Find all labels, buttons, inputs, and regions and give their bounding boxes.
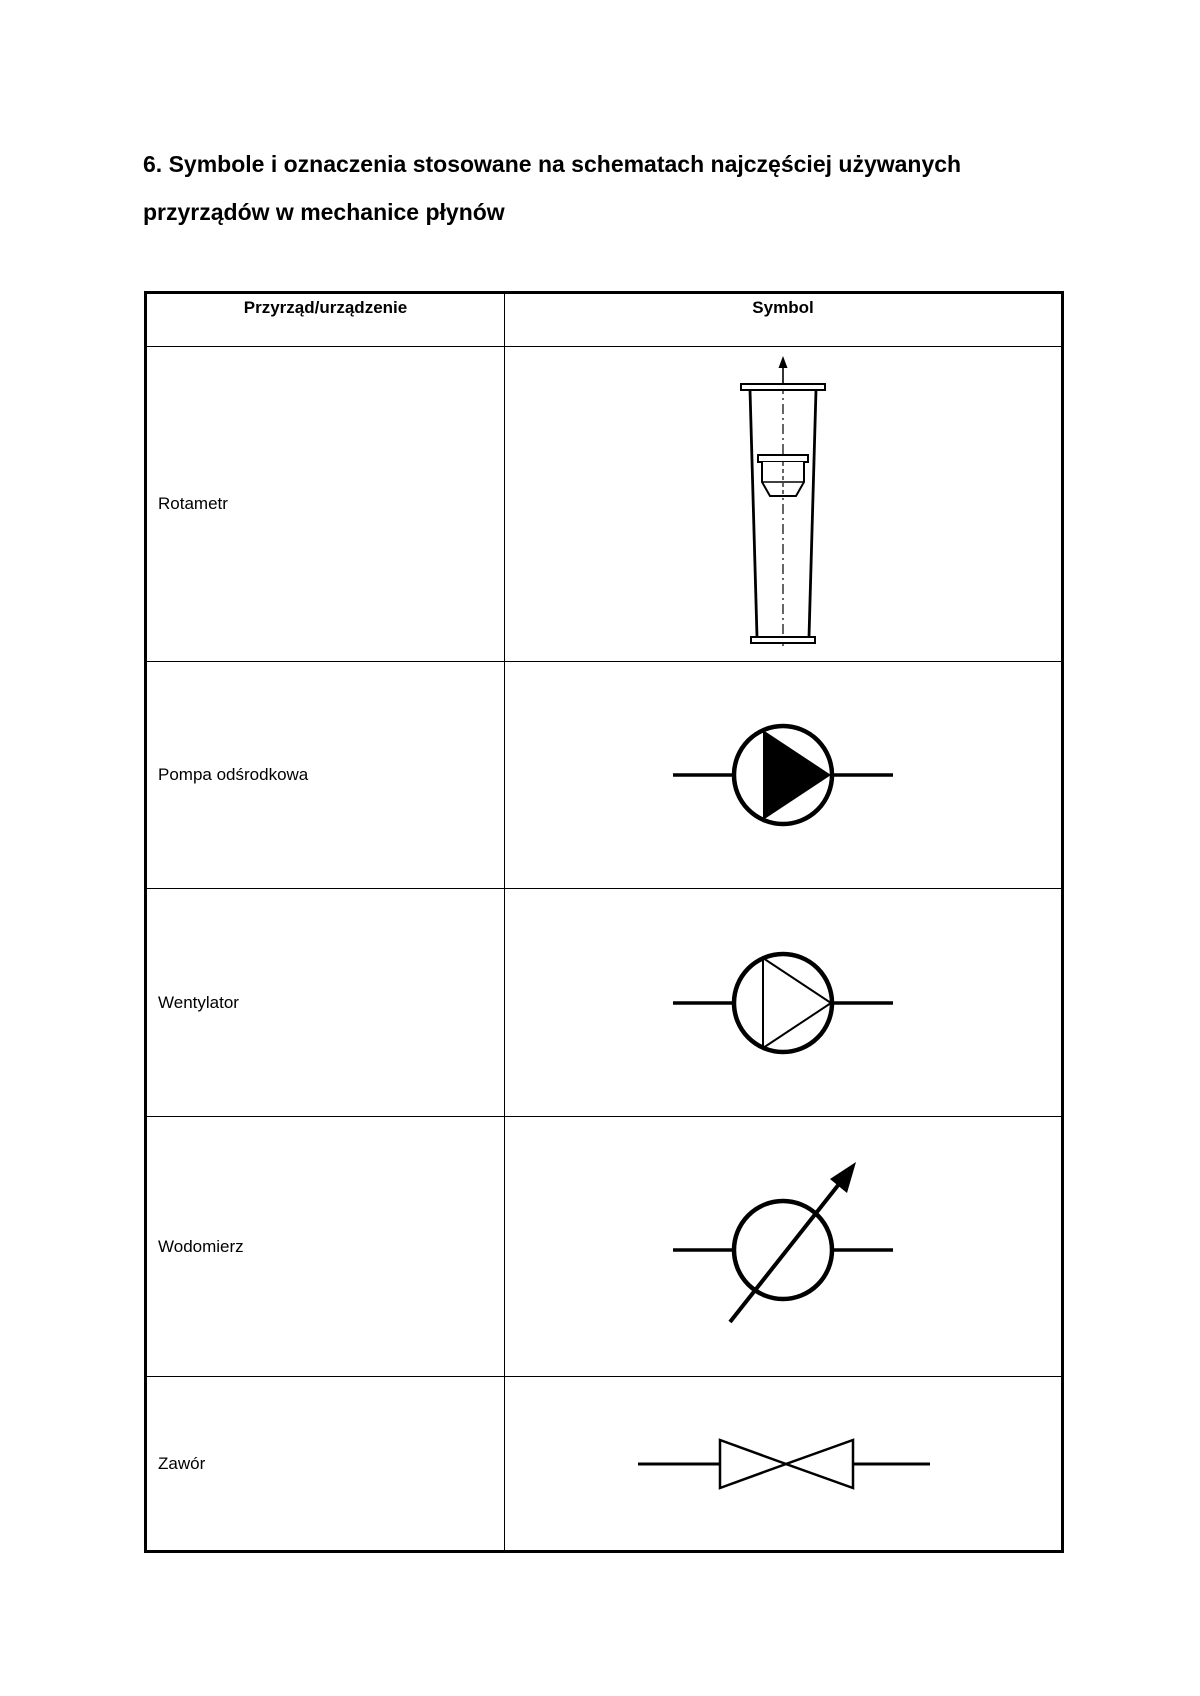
water-meter-symbol-icon <box>663 1157 903 1337</box>
symbol-cell <box>505 1377 1063 1552</box>
title-line-2: przyrządów w mechanice płynów <box>143 199 505 225</box>
device-name-rotameter: Rotametr <box>146 347 505 662</box>
table-row <box>146 1377 1063 1552</box>
device-name-valve: Zawór <box>146 1377 505 1552</box>
symbol-cell <box>505 1117 1063 1377</box>
header-device: Przyrząd/urządzenie <box>146 293 505 347</box>
symbol-cell <box>505 662 1063 889</box>
centrifugal-pump-symbol-icon <box>663 720 903 830</box>
header-symbol: Symbol <box>505 293 1063 347</box>
device-name-fan: Wentylator <box>146 889 505 1117</box>
page-title <box>143 140 1083 236</box>
table-row <box>146 1117 1063 1377</box>
symbol-cell <box>505 347 1063 662</box>
title-line-1: 6. Symbole i oznaczenia stosowane na schematach najczęściej używanych <box>143 151 962 177</box>
valve-symbol-icon <box>633 1434 933 1494</box>
symbol-cell <box>505 889 1063 1117</box>
rotameter-symbol-icon <box>723 354 843 654</box>
table-row <box>146 662 1063 889</box>
fan-symbol-icon <box>663 948 903 1058</box>
table-row <box>146 347 1063 662</box>
device-name-pump: Pompa odśrodkowa <box>146 662 505 889</box>
table-header-row <box>146 293 1063 347</box>
table-row <box>146 889 1063 1117</box>
symbols-table <box>144 291 1064 1553</box>
device-name-water-meter: Wodomierz <box>146 1117 505 1377</box>
